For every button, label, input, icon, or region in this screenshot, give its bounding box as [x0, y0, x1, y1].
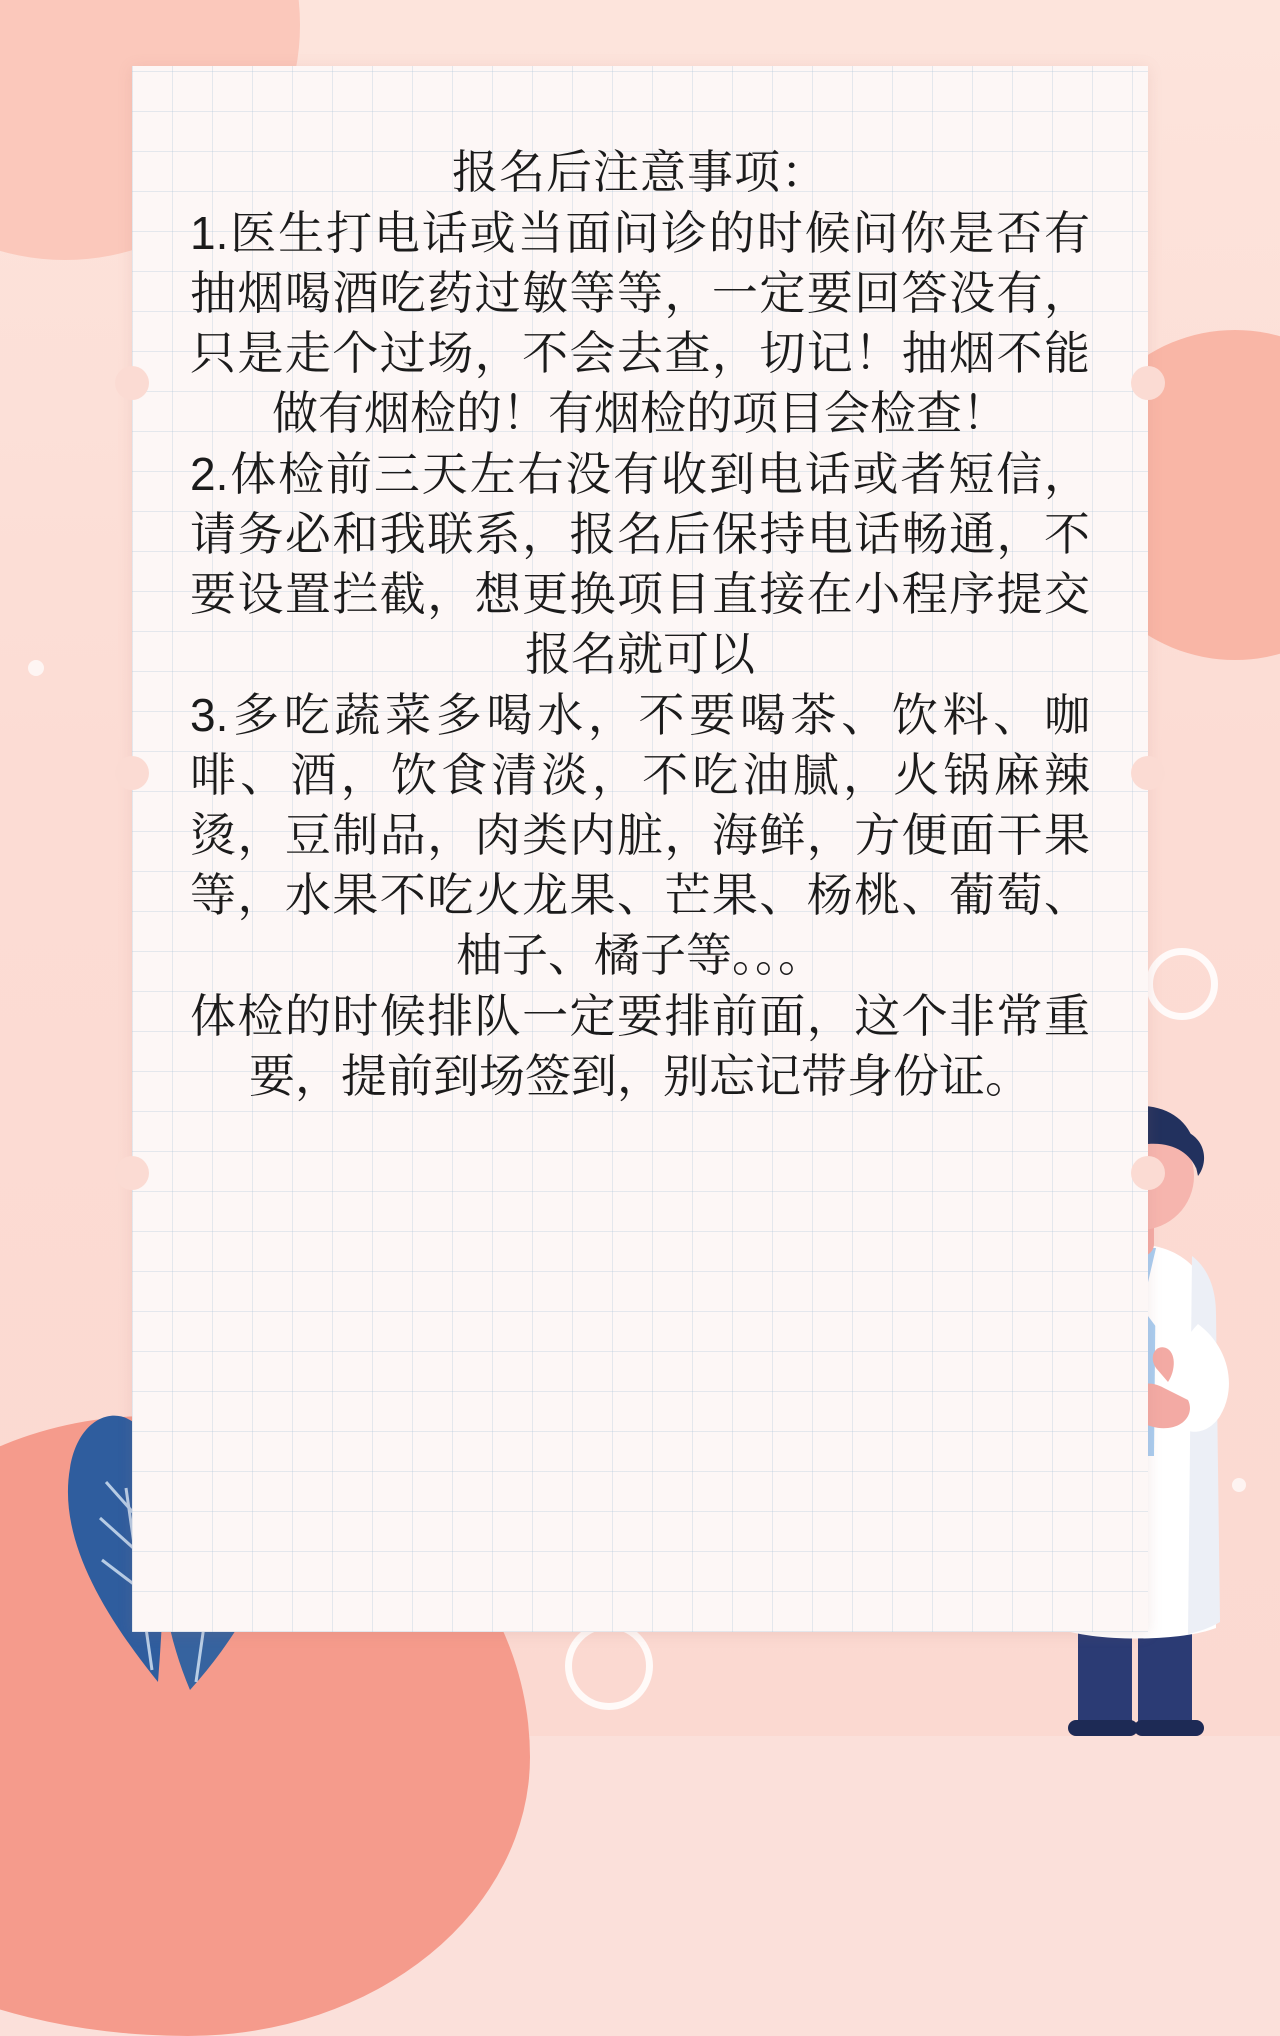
notice-paragraph-4: 体检的时候排队一定要排前面，这个非常重要，提前到场签到，别忘记带身份证。	[190, 990, 1090, 1103]
note-card	[132, 66, 1148, 1632]
page-title: 报名后注意事项：	[452, 146, 828, 198]
decorative-ring-right	[1146, 948, 1218, 1020]
notice-paragraph-2: 2.体检前三天左右没有收到电话或者短信，请务必和我联系，报名后保持电话畅通，不要设置拦截，想更换项目直接在小程序提交报名就可以	[190, 448, 1090, 680]
card-content	[132, 66, 1148, 1632]
notice-paragraph-1: 1.医生打电话或当面问诊的时候问你是否有抽烟喝酒吃药过敏等等，一定要回答没有，只是走个过场，不会去查，切记！抽烟不能做有烟检的！有烟检的项目会检查！	[190, 207, 1090, 439]
decorative-ring-bottom	[565, 1622, 653, 1710]
notice-paragraph-3: 3.多吃蔬菜多喝水，不要喝茶、饮料、咖啡、酒，饮食清淡，不吃油腻，火锅麻辣烫，豆制品，肉类内脏，海鲜，方便面干果等，水果不吃火龙果、芒果、杨桃、葡萄、柚子、橘子等。。。	[190, 689, 1090, 981]
decorative-dot-left	[28, 660, 44, 676]
